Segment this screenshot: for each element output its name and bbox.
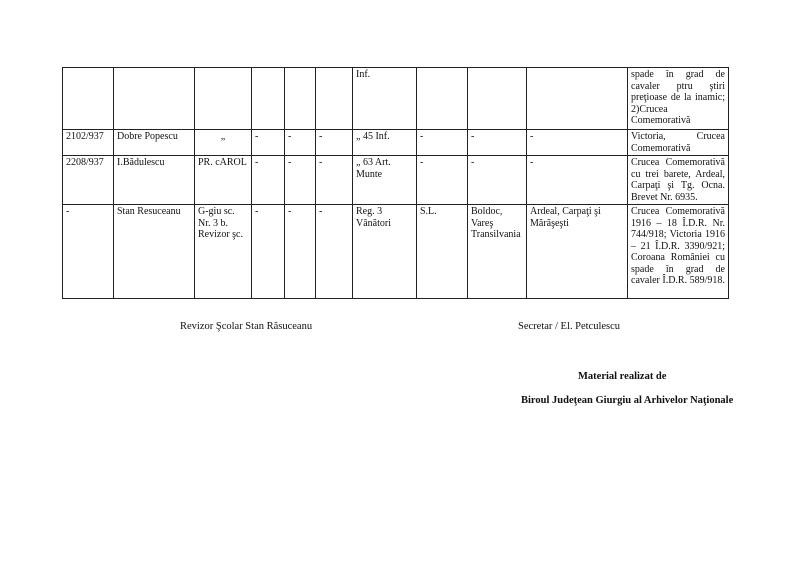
cell-position: „: [195, 130, 252, 156]
cell-col5: -: [316, 205, 353, 299]
cell-col7: -: [417, 130, 468, 156]
table-row: [63, 68, 729, 130]
cell-position: G-giu sc. Nr. 3 b. Revizor şc.: [195, 205, 252, 299]
table-row: [63, 156, 729, 205]
table-row: [63, 205, 729, 299]
cell-position: PR. cAROL: [195, 156, 252, 205]
cell-col4: [285, 68, 316, 130]
cell-unit: „ 45 Inf.: [353, 130, 417, 156]
cell-col5: -: [316, 130, 353, 156]
credit-line-1: Material realizat de: [578, 371, 667, 382]
signature-right: Secretar / El. Petculescu: [518, 321, 621, 332]
cell-position: [195, 68, 252, 130]
cell-col3: [252, 68, 285, 130]
cell-col3: -: [252, 130, 285, 156]
cell-col7: [417, 68, 468, 130]
cell-col9: [527, 68, 628, 130]
cell-col4: -: [285, 156, 316, 205]
cell-nr: [63, 68, 114, 130]
cell-col3: -: [252, 156, 285, 205]
cell-name: Dobre Popescu: [114, 130, 195, 156]
cell-col8: Boldoc, Vareş Transilvania: [468, 205, 527, 299]
cell-name: Stan Resuceanu: [114, 205, 195, 299]
cell-col7: S.L.: [417, 205, 468, 299]
cell-name: [114, 68, 195, 130]
cell-decorations: Crucea Comemorativă cu trei barete, Ardeal, Carpaţi şi Tg. Ocna. Brevet Nr. 6935.: [628, 156, 729, 205]
cell-nr: 2102/937: [63, 130, 114, 156]
cell-col8: -: [468, 130, 527, 156]
cell-name: I.Bădulescu: [114, 156, 195, 205]
cell-col5: -: [316, 156, 353, 205]
credit-line-2: Biroul Judeţean Giurgiu al Arhivelor Naţionale: [521, 395, 734, 406]
cell-col8: -: [468, 156, 527, 205]
cell-unit: Inf.: [353, 68, 417, 130]
cell-nr: 2208/937: [63, 156, 114, 205]
cell-col5: [316, 68, 353, 130]
cell-nr: -: [63, 205, 114, 299]
cell-decorations: Victoria, Crucea Comemorativă: [628, 130, 729, 156]
cell-col9: -: [527, 130, 628, 156]
cell-decorations: Crucea Comemorativă 1916 – 18 Î.D.R. Nr. 744/918; Victoria 1916 – 21 Î.D.R. 3390/921; Coroana României cu spade în grad de cavaler Î.D.R. 589/918.: [628, 205, 729, 299]
cell-unit: „ 63 Art. Munte: [353, 156, 417, 205]
records-table: [62, 67, 729, 299]
cell-unit: Reg. 3 Vânători: [353, 205, 417, 299]
cell-col4: -: [285, 130, 316, 156]
table-row: [63, 130, 729, 156]
cell-col8: [468, 68, 527, 130]
cell-col9: Ardeal, Carpaţi şi Mărăşeşti: [527, 205, 628, 299]
cell-col3: -: [252, 205, 285, 299]
cell-col4: -: [285, 205, 316, 299]
cell-col9: -: [527, 156, 628, 205]
cell-decorations: spade în grad de cavaler ptru ştiri preţioase de la inamic; 2)Crucea Comemorativă: [628, 68, 729, 130]
cell-col7: -: [417, 156, 468, 205]
signature-left: Revizor Şcolar Stan Răsuceanu: [180, 321, 313, 332]
